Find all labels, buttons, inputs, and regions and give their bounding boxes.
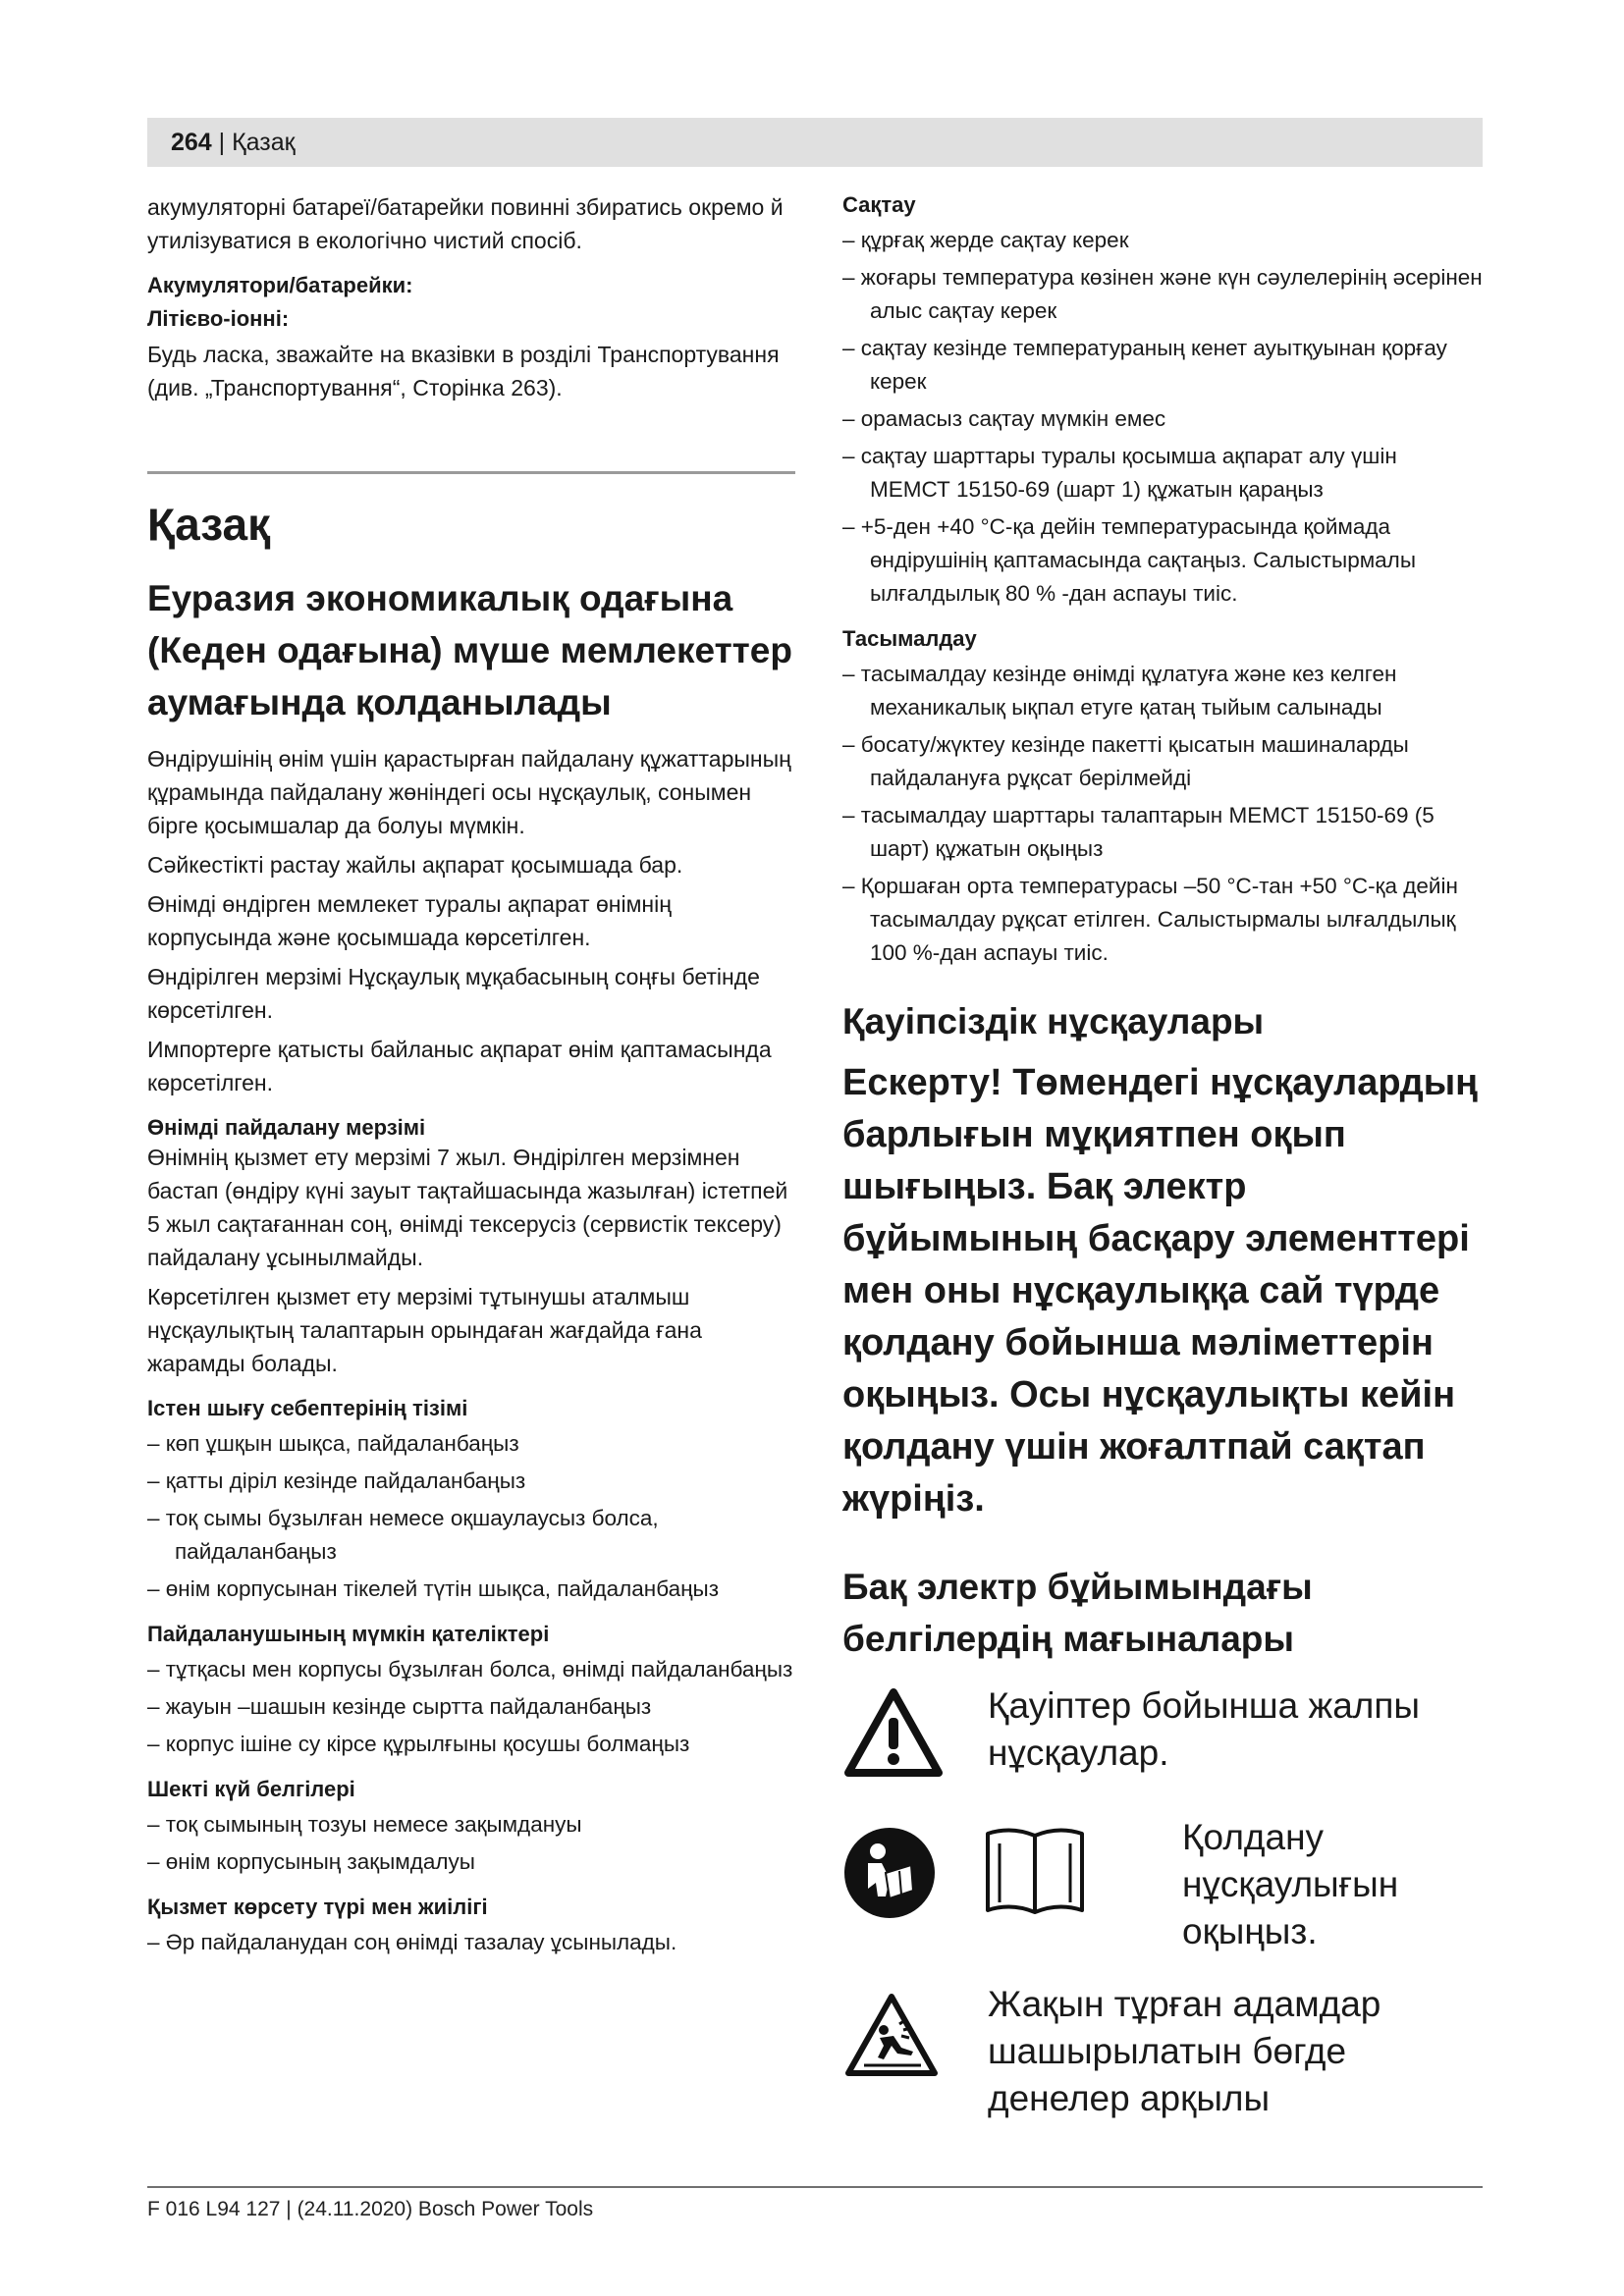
list-item: – сақтау шарттары туралы қосымша ақпарат алу үшін МЕМСТ 15150-69 (шарт 1) құжатын қараңыз	[842, 444, 1397, 502]
header-separator: |	[211, 129, 233, 156]
list-item: – көп ұшқын шықса, пайдаланбаңыз	[147, 1431, 519, 1456]
list-item: – тоқ сымының тозуы немесе зақымдануы	[147, 1812, 582, 1837]
failure-heading: Істен шығу себептерінің тізімі	[147, 1396, 468, 1420]
list-item: – өнім корпусының зақымдалуы	[147, 1849, 475, 1874]
body-paragraph: Өндірілген мерзімі Нұсқаулық мұқабасының соңғы бетінде көрсетілген.	[147, 964, 760, 1023]
list-item: – тасымалдау шарттары талаптарын МЕМСТ 15150-69 (5 шарт) құжатын оқыңыз	[842, 803, 1435, 861]
page-number: 264	[171, 129, 212, 156]
service-life-text: Өнімнің қызмет ету мерзімі 7 жыл. Өндірілген мерзімнен бастап (өндіру күні зауыт тақтайшасында жазылған) істетпей 5 жыл сақтағаннан соң, өнімді тексерусіз (сервистік тексеру) пайдалану ұсынылмайды.	[147, 1145, 788, 1270]
list-item: – өнім корпусынан тікелей түтін шықса, пайдаланбаңыз	[147, 1576, 720, 1601]
manual-book-icon	[980, 1824, 1090, 1922]
symbol-row	[842, 1682, 1483, 1814]
lithium-text: Будь ласка, зважайте на вказівки в розділі Транспортування (див. „Транспортування“, Сторінка 263).	[147, 342, 780, 400]
list-item: – тасымалдау кезінде өнімді құлатуға және кез келген механикалық ықпал етуге қатаң тыйым салынады	[842, 662, 1397, 720]
service-life-text: Көрсетілген қызмет ету мерзімі тұтынушы аталмыш нұсқаулықтың талаптарын орындаған жағдайда ғана жарамды болады.	[147, 1284, 702, 1376]
body-paragraph: Импортерге қатысты байланыс ақпарат өнім қаптамасында көрсетілген.	[147, 1037, 772, 1095]
body-paragraph: Сәйкестікті растау жайлы ақпарат қосымшада бар.	[147, 852, 683, 878]
service-life-heading: Өнімді пайдалану мерзімі	[147, 1115, 426, 1140]
list-item: – Әр пайдаланудан соң өнімді тазалау ұсынылады.	[147, 1930, 677, 1954]
header-language: Қазақ	[232, 129, 296, 156]
left-column	[147, 190, 795, 1963]
errors-list	[147, 1653, 795, 1761]
safety-heading: Қауіпсіздік нұсқаулары	[842, 1001, 1265, 1041]
footer-divider	[147, 2186, 1483, 2188]
list-item: – қатты діріл кезінде пайдаланбаңыз	[147, 1468, 526, 1493]
list-item: – құрғақ жерде сақтау керек	[842, 228, 1129, 252]
transport-heading: Тасымалдау	[842, 626, 977, 651]
symbol-row	[842, 1981, 1483, 2138]
page-footer: F 016 L94 127 | (24.11.2020) Bosch Power Tools	[147, 2198, 594, 2220]
section-title: Еуразия экономикалық одағына (Кеден одағына) мүше мемлекеттер аумағында қолданылады	[147, 578, 792, 722]
list-item: – Қоршаған орта температурасы –50 °C-тан +50 °C-қа дейін тасымалдау рұқсат етілген. Салыстырмалы ылғалдылық 100 %-дан аспауы тиіс.	[842, 874, 1458, 965]
transport-list	[842, 658, 1483, 970]
intro-paragraph: акумуляторні батареї/батарейки повинні збиратись окремо й утилізуватися в екологічно чистий спосіб.	[147, 194, 784, 253]
symbol-text: Қауіптер бойынша жалпы нұсқаулар.	[988, 1685, 1420, 1773]
body-paragraph: Өнімді өндірген мемлекет туралы ақпарат өнімнің корпусында және қосымшада көрсетілген.	[147, 891, 672, 950]
list-item: – тоқ сымы бұзылған немесе оқшаулаусыз болса, пайдаланбаңыз	[147, 1506, 659, 1564]
section-divider	[147, 471, 795, 474]
language-title: Қазақ	[147, 499, 271, 550]
list-item: – жауын –шашын кезінде сыртта пайдаланбаңыз	[147, 1694, 652, 1719]
maintenance-list	[147, 1926, 795, 1959]
symbols-heading: Бақ электр бұйымындағы белгілердің мағыналары	[842, 1567, 1313, 1659]
list-item: – жоғары температура көзінен және күн сәулелерінің әсерінен алыс сақтау керек	[842, 265, 1483, 323]
errors-heading: Пайдаланушының мүмкін қателіктері	[147, 1622, 550, 1646]
body-paragraph: Өндірушінің өнім үшін қарастырған пайдалану құжаттарының құрамында пайдалану жөніндегі осы нұсқаулық, сонымен бірге қосымшалар да болуы мүмкін.	[147, 746, 791, 838]
list-item: – корпус ішіне су кірсе құрылғыны қосушы болмаңыз	[147, 1732, 690, 1756]
warning-triangle-icon	[842, 1686, 945, 1781]
batteries-heading: Акумулятори/батарейки:	[147, 273, 413, 297]
lithium-heading: Літієво-іонні:	[147, 306, 290, 331]
storage-list	[842, 224, 1483, 611]
list-item: – сақтау кезінде температураның кенет ауытқуынан қорғау керек	[842, 336, 1447, 394]
symbol-row	[842, 1814, 1483, 1981]
limit-heading: Шекті күй белгілері	[147, 1777, 355, 1801]
list-item: – босату/жүктеу кезінде пакетті қысатын машиналарды пайдалануға рұқсат берілмейді	[842, 732, 1409, 790]
list-item: – тұтқасы мен корпусы бұзылған болса, өнімді пайдаланбаңыз	[147, 1657, 793, 1682]
symbol-text: Қолдану нұсқаулығын оқыңыз.	[1182, 1817, 1399, 1951]
limit-list	[147, 1808, 795, 1879]
storage-heading: Сақтау	[842, 192, 916, 217]
read-manual-icon	[842, 1826, 937, 1920]
flying-debris-icon	[842, 1991, 941, 2079]
maintenance-heading: Қызмет көрсету түрі мен жиілігі	[147, 1895, 488, 1919]
warning-text: Ескерту! Төмендегі нұсқаулардың барлығын мұқиятпен оқып шығыңыз. Бақ электр бұйымының басқару элементтері мен оны нұсқаулыққа сай түрде қолдану бойынша мәліметтерін оқыңыз. Осы нұсқаулықты кейін қолдану үшін жоғалтпай сақтап жүріңіз.	[842, 1062, 1479, 1520]
list-item: – +5-ден +40 °C-қа дейін температурасында қоймада өндірушінің қаптамасында сақтаңыз. Салыстырмалы ылғалдылық 80 % -дан аспауы тиіс.	[842, 514, 1416, 606]
right-column	[842, 190, 1483, 2138]
symbol-text: Жақын тұрған адамдар шашырылатын бөгде денелер арқылы	[988, 1984, 1381, 2118]
page-header	[147, 118, 1483, 167]
list-item: – орамасыз сақтау мүмкін емес	[842, 406, 1166, 431]
failure-list	[147, 1427, 795, 1606]
